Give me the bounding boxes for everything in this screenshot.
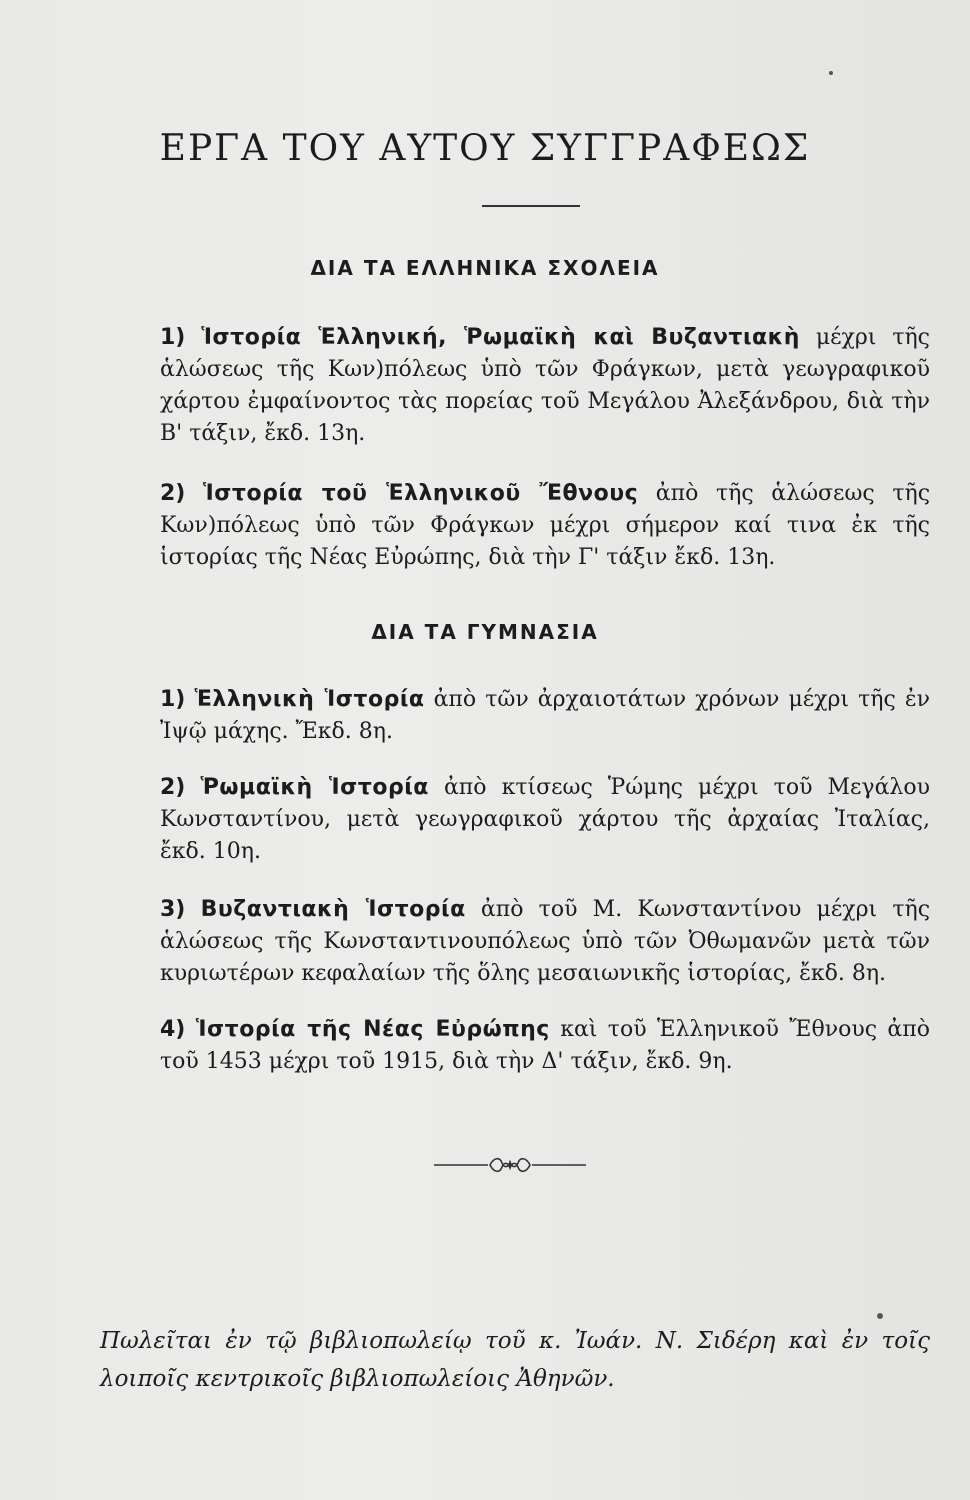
list-item	[160, 684, 930, 748]
entry-number: 2)	[160, 481, 186, 506]
entry-title: Βυζαντιακὴ Ἱστορία	[200, 897, 466, 922]
list-item	[160, 322, 930, 450]
entry-number: 2)	[160, 775, 186, 800]
entry-text: ἀπὸ τῶν ἀρχαιοτάτων χρόνων μέχρι τῆς ἐν Ἰψῷ μάχης. Ἔκδ. 8η.	[160, 687, 931, 744]
title-divider	[482, 205, 580, 207]
entry-number: 1)	[160, 325, 186, 350]
list-item	[160, 1014, 930, 1078]
list-item	[160, 478, 930, 574]
list-item	[160, 772, 930, 868]
entry-text: καὶ τοῦ Ἑλληνικοῦ Ἔθνους ἀπὸ τοῦ 1453 μέχρι τοῦ 1915, διὰ τὴν Δ' τάξιν, ἔκδ. 9η.	[160, 1017, 930, 1074]
entry-title: Ῥωμαϊκὴ Ἱστορία	[200, 775, 429, 800]
print-speck	[877, 1313, 883, 1319]
print-speck	[829, 71, 833, 75]
entry-title: Ἱστορία τῆς Νέας Εὐρώπης	[195, 1017, 550, 1042]
entry-text: ἀπὸ τῆς ἁλώσεως τῆς Κων)πόλεως ὑπὸ τῶν Φράγκων μέχρι σήμερον καί τινα ἐκ τῆς ἱστορίας τῆς Νέας Εὐρώπης, διὰ τὴν Γ' τάξιν ἔκδ. 13η.	[160, 481, 931, 570]
section-heading-schools: ΔΙΑ ΤΑ ΕΛΛΗΝΙΚΑ ΣΧΟΛΕΙΑ	[310, 256, 660, 280]
section-heading-gymnasia: ΔΙΑ ΤΑ ΓΥΜΝΑΣΙΑ	[371, 620, 599, 644]
entry-text: μέχρι τῆς ἁλώσεως τῆς Κων)πόλεως ὑπὸ τῶν Φράγκων, μετὰ γεωγραφικοῦ χάρτου ἐμφαίνοντος τὰς πορείας τοῦ Μεγάλου Ἀλεξάνδρου, διὰ τὴν Β' τάξιν, ἔκδ. 13η.	[160, 325, 930, 446]
entry-text: ἀπὸ τοῦ Μ. Κωνσταντίνου μέχρι τῆς ἁλώσεως τῆς Κωνσταντινουπόλεως ὑπὸ τῶν Ὀθωμανῶν μετὰ τῶν κυριωτέρων κεφαλαίων τῆς ὅλης μεσαιωνικῆς ἱστορίας, ἔκδ. 8η.	[160, 897, 931, 986]
ornament-divider-icon	[430, 1150, 590, 1180]
entry-title: Ἱστορία Ἑλληνική, Ῥωμαϊκὴ καὶ Βυζαντιακὴ	[201, 325, 800, 350]
entry-title: Ἱστορία τοῦ Ἑλληνικοῦ Ἔθνους	[203, 481, 639, 506]
entry-number: 4)	[160, 1017, 186, 1042]
entry-number: 3)	[160, 897, 186, 922]
entry-text: ἀπὸ κτίσεως Ῥώμης μέχρι τοῦ Μεγάλου Κωνσταντίνου, μετὰ γεωγραφικοῦ χάρτου τῆς ἀρχαίας Ἰταλίας, ἔκδ. 10η.	[160, 775, 930, 864]
entry-title: Ἑλληνικὴ Ἱστορία	[194, 687, 425, 712]
entry-number: 1)	[160, 687, 186, 712]
publisher-note: Πωλεῖται ἐν τῷ βιβλιοπωλείῳ τοῦ κ. Ἰωάν. Ν. Σιδέρη καὶ ἐν τοῖς λοιποῖς κεντρικοῖς βιβλιοπωλείοις Ἀθηνῶν.	[100, 1328, 930, 1392]
list-item	[160, 894, 930, 990]
page-title: ΕΡΓΑ ΤΟΥ ΑΥΤΟΥ ΣΥΓΓΡΑΦΕΩΣ	[159, 128, 811, 169]
